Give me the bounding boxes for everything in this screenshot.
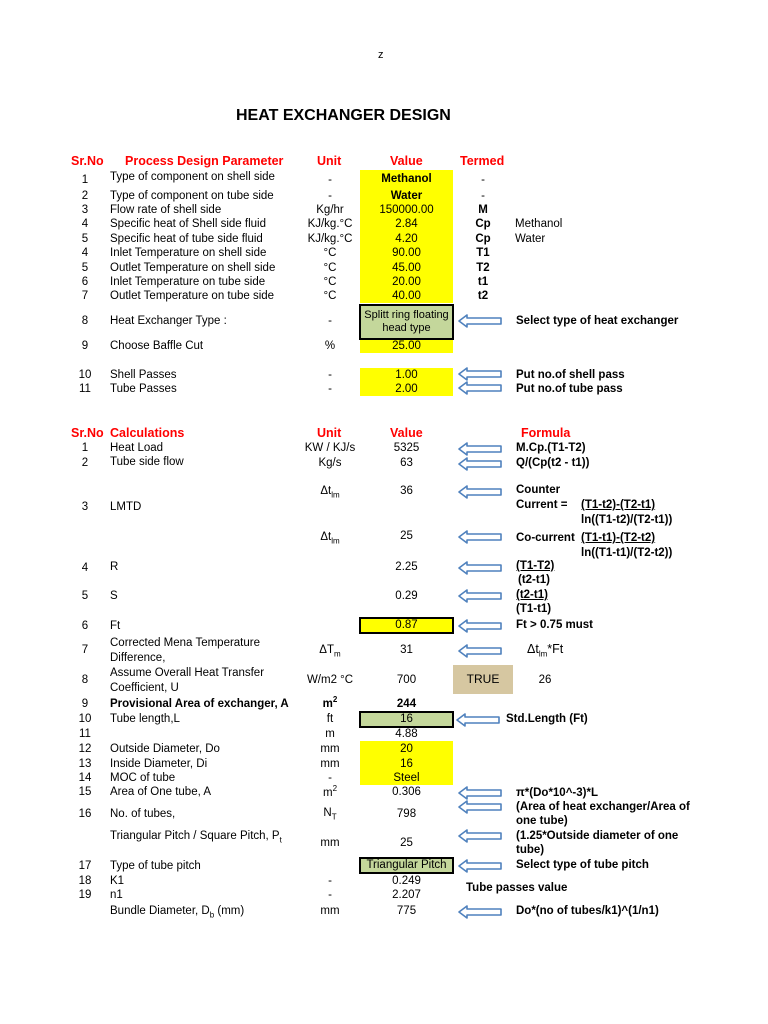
unit-cell: $N_T$ <box>323 807 337 822</box>
formula-text: (T1-t1) <box>516 603 552 615</box>
param-label: Type of tube pitch <box>110 860 201 872</box>
formula-text: (T1-T2) <box>516 560 555 572</box>
id-value[interactable]: 16 <box>400 758 413 770</box>
unit-cell: % <box>324 340 336 352</box>
termed-cell: - <box>481 190 485 202</box>
param-label: Flow rate of shell side <box>110 204 222 216</box>
param-label: Outlet Temperature on shell side <box>110 262 276 274</box>
row-no: 6 <box>81 276 89 288</box>
param-label: Corrected Mena Temperature <box>110 637 260 649</box>
row-no: 1 <box>81 442 89 454</box>
formula-text: Counter <box>516 484 561 496</box>
param-label: Tube length,L <box>110 713 180 725</box>
u-value: 700 <box>396 674 417 686</box>
u-extra-value: 26 <box>538 674 552 686</box>
param-label: R <box>110 561 119 573</box>
row-no: 13 <box>78 758 92 770</box>
unit-cell: W/m2 °C <box>306 674 354 686</box>
left-arrow-icon <box>458 530 502 544</box>
termed-cell: - <box>481 174 485 186</box>
formula-text: (T1-t1)-(T2-t2) <box>581 532 656 544</box>
termed-cell: t1 <box>477 276 489 288</box>
row-no: 12 <box>78 743 92 755</box>
param-label: K1 <box>110 875 125 887</box>
param-label: Inlet Temperature on tube side <box>110 276 266 288</box>
param-label: Outlet Temperature on tube side <box>110 290 275 302</box>
hx-type-line1: Splitt ring floating <box>364 309 449 321</box>
row-no: 9 <box>81 340 89 352</box>
row-no: 4 <box>81 218 89 230</box>
left-arrow-icon <box>458 644 502 658</box>
fluid-note: Methanol <box>515 218 563 230</box>
tube-inlet-temp-value[interactable]: 20.00 <box>392 276 421 288</box>
row-no: 8 <box>81 315 89 327</box>
one-tube-area-value: 0.306 <box>392 786 421 798</box>
pitch-type-note: Select type of tube pitch <box>516 859 649 871</box>
left-arrow-icon <box>458 381 502 395</box>
param-label: Assume Overall Heat Transfer <box>110 667 265 679</box>
left-arrow-icon <box>458 442 502 456</box>
row-no: 16 <box>78 808 92 820</box>
row-no: 7 <box>81 290 89 302</box>
param-label: Inside Diameter, Di <box>110 758 208 770</box>
termed-cell: Cp <box>475 218 491 230</box>
tube-passes-value-note: Tube passes value <box>466 882 568 894</box>
corner-mark: z <box>378 49 384 61</box>
tube-flow-value: 63 <box>400 457 413 469</box>
unit-cell: $m^2$ <box>322 695 338 710</box>
unit-cell: $\Delta T_m$ <box>319 644 341 659</box>
moc-value[interactable]: Steel <box>393 772 420 784</box>
param-label: LMTD <box>110 501 142 513</box>
termed-cell: M <box>478 204 488 216</box>
unit-cell: mm <box>320 837 340 849</box>
param-label: MOC of tube <box>110 772 176 784</box>
tube-component-value[interactable]: Water <box>390 190 423 202</box>
param-label: Type of component on shell side <box>110 171 275 183</box>
tube-length-select[interactable]: 16 <box>359 711 454 728</box>
param-label: Type of component on tube side <box>110 190 274 202</box>
pitch-type-select[interactable]: Triangular Pitch <box>359 857 454 874</box>
tube-passes-note: Put no.of tube pass <box>516 383 623 395</box>
row-no: 14 <box>78 772 92 784</box>
unit-cell: - <box>328 875 332 887</box>
unit-cell: Kg/s <box>318 457 342 469</box>
pitch-value: 25 <box>400 837 413 849</box>
flow-rate-value[interactable]: 150000.00 <box>379 204 434 216</box>
row-no: 9 <box>81 698 89 710</box>
page-title: HEAT EXCHANGER DESIGN <box>236 107 451 124</box>
left-arrow-icon <box>458 457 502 471</box>
row-no: 3 <box>81 204 89 216</box>
left-arrow-icon <box>458 786 502 800</box>
left-arrow-icon <box>458 905 502 919</box>
left-arrow-icon <box>458 829 502 843</box>
formula-text: ln((T1-t1)/(T2-t2)) <box>581 547 673 559</box>
formula-text: Do*(no of tubes/k1)^(1/n1) <box>516 905 659 917</box>
hx-type-note: Select type of heat exchanger <box>516 315 679 327</box>
baffle-cut-value[interactable]: 25.00 <box>360 340 453 353</box>
lmtd-co-value: 25 <box>400 530 413 542</box>
left-arrow-icon <box>456 713 500 727</box>
formula-text: (1.25*Outside diameter of one <box>516 830 679 842</box>
row-no: 11 <box>79 383 91 395</box>
formula-text: (t2-t1) <box>516 589 548 601</box>
shell-component-value[interactable]: Methanol <box>381 173 432 185</box>
fluid-note: Water <box>515 233 546 245</box>
unit-cell: KJ/kg.°C <box>307 233 353 245</box>
unit-cell: $\Delta t_{lm}$ <box>320 531 340 546</box>
row-no: 5 <box>81 590 89 602</box>
termed-cell: T2 <box>476 262 490 274</box>
row-no: 4 <box>81 247 89 259</box>
termed-cell: Cp <box>475 233 491 245</box>
unit-cell: °C <box>323 262 337 274</box>
param-label: Tube Passes <box>110 383 177 395</box>
unit-cell: - <box>328 369 332 381</box>
row-no: 6 <box>81 620 89 632</box>
tube-length-note: Std.Length (Ft) <box>506 713 588 725</box>
col-header-param: Process Design Parameter <box>125 154 284 168</box>
tube-passes-value[interactable]: 2.00 <box>360 382 453 396</box>
unit-cell: - <box>328 772 332 784</box>
unit-cell: °C <box>323 290 337 302</box>
left-arrow-icon <box>458 367 502 381</box>
row-no: 19 <box>78 889 92 901</box>
param-label: S <box>110 590 118 602</box>
formula-text: Ft > 0.75 must <box>516 619 594 631</box>
row-no: 8 <box>81 674 89 686</box>
unit-cell: m <box>325 728 335 740</box>
left-arrow-icon <box>458 859 502 873</box>
left-arrow-icon <box>458 619 502 633</box>
left-arrow-icon <box>458 561 502 575</box>
row-no: 10 <box>78 713 92 725</box>
unit-cell: - <box>328 315 332 327</box>
tube-outlet-temp-value[interactable]: 40.00 <box>392 290 421 302</box>
calc-header-srno: Sr.No <box>71 426 104 440</box>
row-no: 1 <box>81 174 89 186</box>
unit-cell: mm <box>320 743 340 755</box>
n1-value: 2.207 <box>392 889 421 901</box>
u-check-cell: TRUE <box>453 665 513 694</box>
shell-passes-note: Put no.of shell pass <box>516 369 625 381</box>
col-header-unit: Unit <box>317 154 342 168</box>
s-value: 0.29 <box>395 590 418 602</box>
calc-header-unit: Unit <box>317 426 342 440</box>
formula-text: $\Delta t_{lm}*Ft$ <box>527 642 564 659</box>
param-label: Heat Exchanger Type : <box>110 315 227 327</box>
param-label: Ft <box>110 620 121 632</box>
cmtd-value: 31 <box>400 644 413 656</box>
unit-cell: Kg/hr <box>316 204 344 216</box>
formula-text: (t2-t1) <box>518 574 550 586</box>
row-no: 2 <box>81 190 89 202</box>
row-no: 4 <box>81 562 89 574</box>
param-label: Shell Passes <box>110 369 177 381</box>
row-no: 10 <box>78 369 92 381</box>
unit-cell: °C <box>323 276 337 288</box>
row-no: 2 <box>81 457 89 469</box>
param-label: Tube side flow <box>110 456 184 468</box>
col-header-value: Value <box>390 154 423 168</box>
unit-cell: $m^2$ <box>322 784 338 799</box>
row-no: 7 <box>81 644 89 656</box>
param-label: Outside Diameter, Do <box>110 743 220 755</box>
unit-cell: ft <box>326 713 334 725</box>
tube-count-value: 798 <box>396 808 417 820</box>
heat-load-value: 5325 <box>393 442 420 454</box>
row-no: 3 <box>81 501 89 513</box>
tube-length-m-value: 4.88 <box>395 728 418 740</box>
termed-cell: T1 <box>476 247 490 259</box>
shell-cp-value[interactable]: 2.84 <box>395 218 418 230</box>
formula-text: (Area of heat exchanger/Area of <box>516 801 690 813</box>
area-value: 244 <box>396 698 417 710</box>
formula-text: π*(Do*10^-3)*L <box>516 787 598 799</box>
col-header-srno: Sr.No <box>71 154 104 168</box>
unit-cell: KJ/kg.°C <box>307 218 353 230</box>
col-header-termed: Termed <box>460 154 505 168</box>
shell-inlet-temp-value[interactable]: 90.00 <box>392 247 421 259</box>
hx-type-line2: head type <box>382 322 431 334</box>
param-label: Triangular Pitch / Square Pitch, $P_t$ <box>110 830 282 845</box>
formula-text: Co-current <box>516 532 575 544</box>
formula-text: M.Cp.(T1-T2) <box>516 442 586 454</box>
termed-cell: t2 <box>477 290 489 302</box>
param-label: Provisional Area of exchanger, A <box>110 698 289 710</box>
formula-text: one tube) <box>516 815 568 827</box>
left-arrow-icon <box>458 485 502 499</box>
param-label: Bundle Diameter, $D_b$ (mm) <box>110 905 245 920</box>
param-label: Specific heat of Shell side fluid <box>110 218 266 230</box>
unit-cell: $\Delta t_{lm}$ <box>320 485 340 500</box>
left-arrow-icon <box>458 314 502 328</box>
shell-outlet-temp-value[interactable]: 45.00 <box>392 262 421 274</box>
calc-header-param: Calculations <box>110 426 185 440</box>
unit-cell: KW / KJ/s <box>304 442 356 454</box>
param-label: No. of tubes, <box>110 808 176 820</box>
left-arrow-icon <box>458 800 502 814</box>
row-no: 11 <box>79 728 91 740</box>
hx-type-select[interactable] <box>359 304 454 340</box>
unit-cell: - <box>328 383 332 395</box>
formula-text: tube) <box>516 844 545 856</box>
row-no: 5 <box>81 262 89 274</box>
unit-cell: - <box>328 190 332 202</box>
shell-passes-value[interactable]: 1.00 <box>360 368 453 382</box>
param-label: Coefficient, U <box>110 682 179 694</box>
row-no: 15 <box>78 786 92 798</box>
unit-cell: - <box>328 889 332 901</box>
formula-text: ln((T1-t2)/(T2-t1)) <box>581 514 673 526</box>
unit-cell: mm <box>320 758 340 770</box>
bundle-diameter-value: 775 <box>396 905 417 917</box>
param-label: Area of One tube, A <box>110 786 212 798</box>
formula-text: Q/(Cp(t2 - t1)) <box>516 457 590 469</box>
unit-cell: mm <box>320 905 340 917</box>
param-label: Difference, <box>110 652 166 664</box>
param-label: Choose Baffle Cut <box>110 340 204 352</box>
left-arrow-icon <box>458 589 502 603</box>
param-label: n1 <box>110 889 123 901</box>
calc-header-value: Value <box>390 426 423 440</box>
param-label: Specific heat of tube side fluid <box>110 233 263 245</box>
tube-cp-value[interactable]: 4.20 <box>395 233 418 245</box>
row-no: 18 <box>78 875 92 887</box>
od-value[interactable]: 20 <box>400 743 413 755</box>
k1-value: 0.249 <box>392 875 421 887</box>
lmtd-counter-value: 36 <box>400 485 413 497</box>
calc-header-formula: Formula <box>521 426 571 440</box>
formula-text: Current = <box>516 499 568 511</box>
param-label: Heat Load <box>110 442 164 454</box>
param-label: Inlet Temperature on shell side <box>110 247 267 259</box>
formula-text: (T1-t2)-(T2-t1) <box>581 499 656 511</box>
unit-cell: - <box>328 174 332 186</box>
ft-value: 0.87 <box>359 617 454 634</box>
row-no: 5 <box>81 233 89 245</box>
row-no: 17 <box>78 860 92 872</box>
r-value: 2.25 <box>395 561 418 573</box>
unit-cell: °C <box>323 247 337 259</box>
